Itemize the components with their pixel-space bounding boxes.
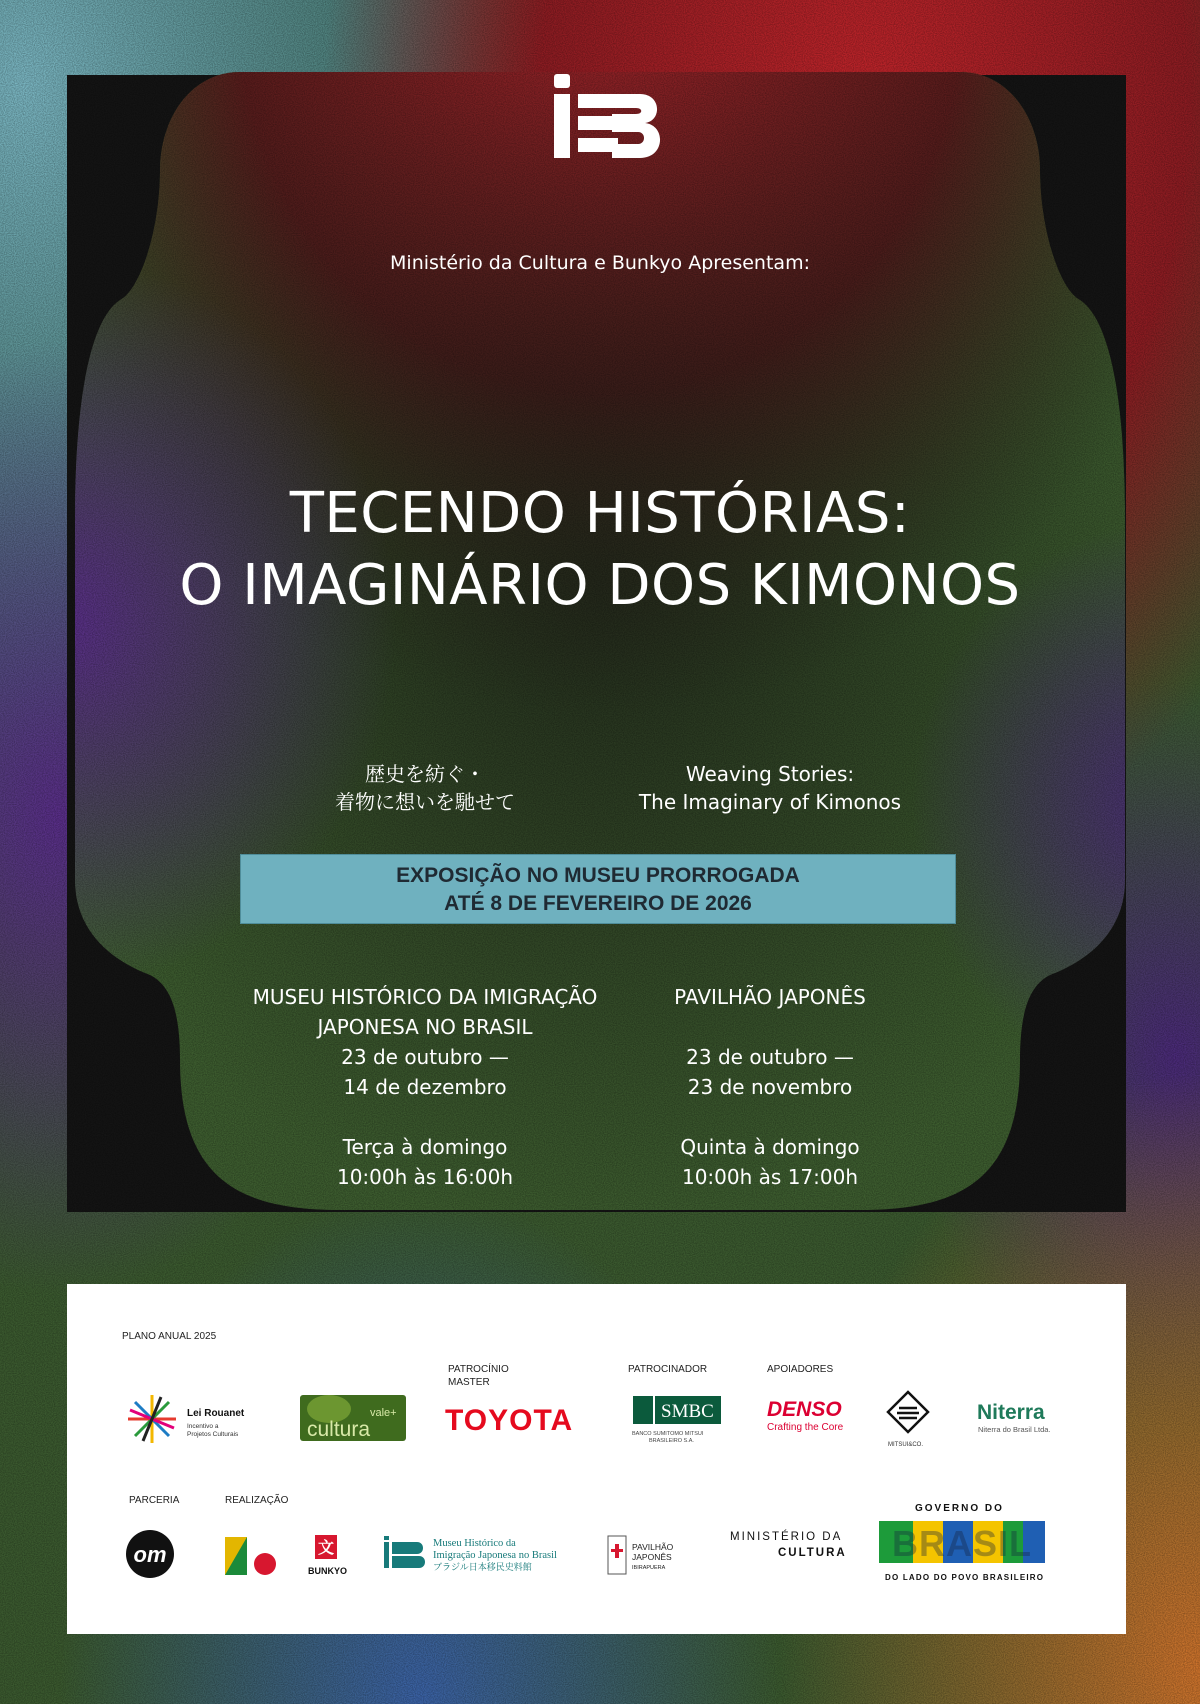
venue-right-hours: 10:00h às 17:00h [681,1165,858,1189]
venue-left-dates-1: 23 de outubro — [341,1045,509,1069]
mitsui-logo [888,1392,928,1448]
mitsui-sub: MITSUI&CO. [888,1442,924,1448]
smbc-text: SMBC [661,1401,714,1422]
anos-imigracao-logo [225,1537,280,1575]
pavilhao-line-1: PAVILHÃO [632,1542,674,1552]
label-patrocinador: PATROCINADOR [628,1364,708,1375]
label-plano-anual: PLANO ANUAL 2025 [122,1331,217,1342]
banner-line-1: EXPOSIÇÃO NO MUSEU PRORROGADA [396,864,800,887]
venue-left-name-2: JAPONESA NO BRASIL [317,1015,533,1039]
vale-top: vale+ [370,1407,397,1419]
smbc-sub-2: BRASILEIRO S.A. [649,1438,694,1444]
gov-word: BRASIL [892,1523,1032,1564]
venue-right-days: Quinta à domingo [680,1135,860,1159]
gov-bottom: DO LADO DO POVO BRASILEIRO [885,1573,1045,1582]
venue-pavilhao [620,982,920,1192]
pavilhao-line-3: IBIRAPUERA [632,1565,666,1571]
smbc-logo [632,1396,721,1444]
museu-logo [384,1536,557,1572]
sponsor-logos [67,1284,1126,1634]
museu-line-3: ブラジル日本移民史料館 [433,1562,532,1572]
smbc-sub-1: BANCO SUMITOMO MITSUI [632,1431,704,1437]
lei-rouanet-logo [128,1395,176,1443]
subtitle-jp-line-2: 着物に想いを馳せて [335,790,515,814]
venue-right-name: PAVILHÃO JAPONÊS [674,985,866,1009]
label-parceria: PARCERIA [129,1495,180,1506]
om-text: om [133,1542,167,1567]
vale-bottom: cultura [307,1418,371,1441]
title-line-2: O IMAGINÁRIO DOS KIMONOS [179,553,1021,618]
vale-cultura-logo [300,1395,406,1441]
om-logo [126,1530,174,1578]
label-patrocinio-master-2: MASTER [448,1377,490,1388]
label-patrocinio-master-1: PATROCÍNIO [448,1364,509,1375]
museu-line-2: Imigração Japonesa no Brasil [433,1550,557,1561]
rouanet-sub-2: Projetos Culturais [187,1431,239,1438]
venue-museu [220,982,630,1192]
svg-text:文: 文 [317,1540,335,1557]
pavilhao-logo [608,1536,674,1574]
ministerio-line-2: CULTURA [778,1547,847,1559]
rouanet-name: Lei Rouanet [187,1408,245,1419]
governo-brasil-logo [879,1503,1045,1582]
subtitle-en-line-2: The Imaginary of Kimonos [638,790,902,814]
extension-banner [240,854,956,924]
presenter-line: Ministério da Cultura e Bunkyo Apresentam: [390,252,810,274]
subtitle-jp-line-1: 歴史を紡ぐ・ [365,762,485,786]
exhibition-title [60,478,1140,622]
ministerio-line-1: MINISTÉRIO DA [730,1531,843,1543]
niterra-sub: Niterra do Brasil Ltda. [978,1425,1051,1434]
venue-right-dates-1: 23 de outubro — [686,1045,854,1069]
subtitle-en-line-1: Weaving Stories: [685,762,855,786]
venue-left-dates-2: 14 de dezembro [343,1075,507,1099]
museu-line-1: Museu Histórico da [433,1538,516,1549]
venue-left-hours: 10:00h às 16:00h [336,1165,513,1189]
title-line-1: TECENDO HISTÓRIAS: [289,481,911,546]
banner-line-2: ATÉ 8 DE FEVEREIRO DE 2026 [444,892,752,915]
venue-right-dates-2: 23 de novembro [687,1075,853,1099]
niterra-logo: Niterra [977,1401,1045,1424]
subtitle-english [610,760,930,816]
venue-left-name-1: MUSEU HISTÓRICO DA IMIGRAÇÃO [252,985,598,1009]
denso-logo: DENSO [767,1398,842,1421]
label-apoiadores: APOIADORES [767,1364,834,1375]
pavilhao-line-2: JAPONÊS [632,1552,672,1562]
subtitle-japanese [260,760,590,816]
gov-top: GOVERNO DO [915,1503,1004,1514]
venue-left-days: Terça à domingo [342,1135,508,1159]
label-realizacao: REALIZAÇÃO [225,1495,289,1506]
denso-sub: Crafting the Core [767,1422,844,1433]
ijb-logo-icon [548,72,666,162]
bunkyo-text: BUNKYO [308,1566,348,1576]
toyota-logo: TOYOTA [445,1404,574,1437]
sponsor-panel [67,1284,1126,1634]
rouanet-sub-1: Incentivo a [187,1423,219,1430]
bunkyo-logo [308,1535,347,1576]
